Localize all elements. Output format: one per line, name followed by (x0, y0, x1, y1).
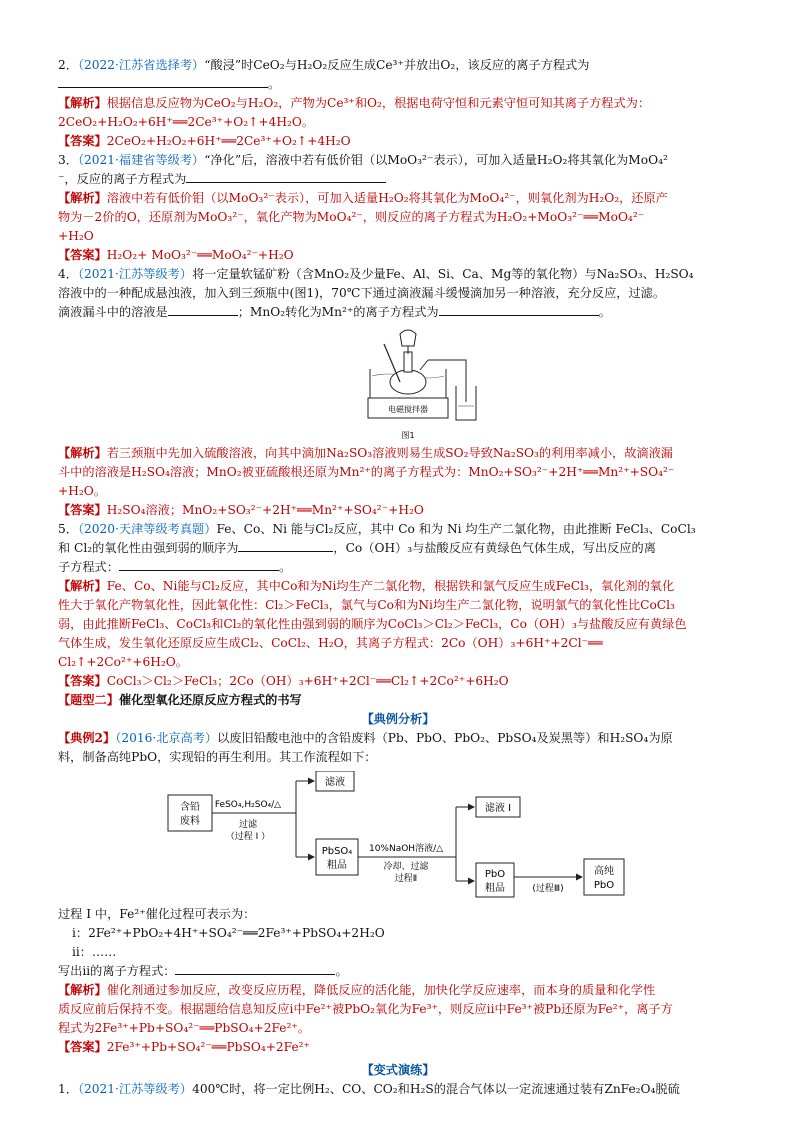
box-raw-text-1: 含铅 (180, 802, 200, 813)
arrow3-label: (过程Ⅲ) (532, 884, 564, 894)
example2-analysis-cont: 质反应前后保持不变。根据题给信息知反应i中Fe²⁺被PbO₂氧化为Fe³⁺，则反应ii中Fe³⁺被Pb还原为Fe²⁺，离子方 (58, 1002, 673, 1016)
q2-blank-line: 。 (58, 75, 738, 94)
q3-answer: 【答案】H₂O₂+ MoO₃²⁻══MoO₄²⁻+H₂O (58, 248, 294, 262)
flowchart-svg (166, 771, 636, 899)
q4-analysis: 【解析】若三颈瓶中先加入硫酸溶液，向其中滴加Na₂SO₃溶液则易生成SO₂导致Na₂SO₃的利用率减小，故滴液漏 (58, 446, 673, 460)
q4-stem: 4．（2021·江苏等级考）将一定量软锰矿粉（含MnO₂及少量Fe、Al、Si、Ca、Mg等的氧化物）与Na₂SO₃、H₂SO₄ (58, 267, 694, 281)
example-header: 【典例分析】 (361, 712, 435, 726)
example2-step-i: i：2Fe²⁺+PbO₂+4H⁺+SO₄²⁻══2Fe³⁺+PbSO₄+2H₂O (72, 926, 385, 940)
q4-analysis-cont: 斗中的溶液是H₂SO₄溶液；MnO₂被亚硫酸根还原为Mn²⁺的离子方程式为：MnO₂+SO₃²⁻+2H⁺══Mn²⁺+SO₄²⁻ (58, 465, 675, 479)
box-filtrate-text: 滤液 (325, 777, 345, 788)
stirrer-label: 电磁搅拌器 (388, 405, 428, 414)
q4-answer: 【答案】H₂SO₄溶液；MnO₂+SO₃²⁻+2H⁺══Mn²⁺+SO₄²⁻+H₂O (58, 503, 424, 517)
q5-analysis-cont: 性大于氧化产物氧化性，因此氧化性：Cl₂＞FeCl₃，氯气与Co和为Ni均生产二氯化物，说明氯气的氧化性比CoCl₃ (58, 598, 675, 612)
q4-analysis-cont2: +H₂O。 (58, 484, 106, 498)
answer-blank[interactable] (119, 558, 279, 571)
box-pure-text-1: 高纯 (594, 866, 614, 877)
example2-stem: 【典例2】（2016·北京高考）以废旧铅酸电池中的含铅废料（Pb、PbO、PbO₂、PbSO₄及炭黑等）和H₂SO₄为原 (58, 731, 673, 745)
q5-analysis-cont3: 气体生成，发生氧化还原反应生成Cl₂、CoCl₂、H₂O，其离子方程式：2Co（OH）₃+6H⁺+2Cl⁻══ (58, 636, 603, 650)
q2-source: （2022·江苏省选择考） (77, 58, 205, 72)
q3-analysis-cont: 物为－2价的O，还原剂为MoO₃²⁻，氧化产物为MoO₄²⁻，则反应的离子方程式为H₂O₂+MoO₃²⁻══MoO₄²⁻ (58, 210, 645, 224)
arrow1-label-bottom-2: （过程 I ） (225, 832, 271, 842)
q5-answer: 【答案】CoCl₃＞Cl₂＞FeCl₃；2Co（OH）₃+6H⁺+2Cl⁻══Cl₂↑+2Co²⁺+6H₂O (58, 674, 509, 688)
q5-stem-blank: 子方程式： 。 (58, 560, 292, 574)
apparatus-diagram (348, 324, 518, 442)
q5-analysis-cont2: 弱，由此推断FeCl₃、CoCl₃和Cl₂的氧化性由强到弱的顺序为CoCl₃＞Cl₂＞FeCl₃，Co（OH）₃与盐酸反应有黄绿色 (58, 617, 687, 631)
q5-stem-cont: 和 Cl₂的氧化性由强到弱的顺序为 ，Co（OH）₃与盐酸反应有黄绿色气体生成，写出反应的离 (58, 541, 656, 555)
arrow1-label-bottom-1: 过滤 (238, 820, 258, 830)
q5-source: （2020·天津等级考真题） (77, 522, 217, 536)
practice-q1-stem: 1．（2021·江苏等级考）400℃时，将一定比例H₂、CO、CO₂和H₂S的混合气体以一定流速通过装有ZnFe₂O₄脱硫 (58, 1082, 680, 1096)
answer-blank[interactable] (58, 75, 268, 88)
q4-stem-blanks: 滴液漏斗中的溶液是 ；MnO₂转化为Mn²⁺的离子方程式为 。 (58, 305, 611, 319)
example2-process-intro: 过程 I 中，Fe²⁺催化过程可表示为： (58, 907, 256, 921)
answer-blank[interactable] (186, 170, 386, 183)
answer-blank[interactable] (439, 303, 599, 316)
q3-stem: 3．（2021·福建省等级考）“净化”后，溶液中若有低价钼（以MoO₃²⁻表示），可加入适量H₂O₂将其氧化为MoO₄² (58, 153, 668, 167)
box-pbo-text-2: 粗品 (485, 883, 505, 894)
arrow2-label-bottom-1: 冷却、过滤 (383, 862, 429, 872)
answer-blank[interactable] (238, 539, 333, 552)
q2-analysis: 【解析】根据信息反应物为CeO₂与H₂O₂，产物为Ce³⁺和O₂，根据电荷守恒和元素守恒可知其离子方程式为： (58, 96, 651, 110)
example2-analysis-cont2: 程式为2Fe³⁺+Pb+SO₄²⁻══PbSO₄+2Fe²⁺。 (58, 1021, 310, 1035)
figure-caption: 图1 (401, 431, 415, 440)
answer-blank[interactable] (175, 962, 335, 975)
box-filtrate1-text: 滤液 I (484, 803, 512, 814)
section-heading: 【题型二】催化型氧化还原反应方程式的书写 (58, 693, 302, 707)
figure-apparatus (58, 324, 738, 444)
q3-source: （2021·福建省等级考） (77, 153, 205, 167)
example2-stem-cont: 料，制备高纯PbO，实现铅的再生利用。其工作流程如下： (58, 750, 377, 764)
answer-blank[interactable] (168, 303, 238, 316)
q5-stem: 5．（2020·天津等级考真题）Fe、Co、Ni 能与Cl₂反应，其中 Co 和为 Ni 均生产二氯化物，由此推断 FeCl₃、CoCl₃ (58, 522, 696, 536)
box-pbso4-text-1: PbSO₄ (321, 846, 353, 857)
q2-answer: 【答案】2CeO₂+H₂O₂+6H⁺══2Ce³⁺+O₂↑+4H₂O (58, 134, 351, 148)
process-flowchart (58, 771, 738, 901)
q4-stem-cont: 溶液中的一种配成悬浊液，加入到三颈瓶中(图1)，70℃下通过滴液漏斗缓慢滴加另一种溶液，充分反应，过滤。 (58, 286, 666, 300)
example2-analysis: 【解析】催化剂通过参加反应，改变反应历程，降低反应的活化能，加快化学反应速率，而本身的质量和化学性 (58, 983, 656, 997)
q2-stem: 2．（2022·江苏省选择考）“酸浸”时CeO₂与H₂O₂反应生成Ce³⁺并放出O₂，该反应的离子方程式为 (58, 58, 590, 72)
arrow1-label-top: FeSO₄,H₂SO₄/△ (214, 800, 282, 810)
practice-q1-source: （2021·江苏等级考） (77, 1082, 193, 1096)
arrow2-label-bottom-2: 过程Ⅱ (394, 874, 418, 884)
q5-analysis-cont4: Cl₂↑+2Co²⁺+6H₂O。 (58, 655, 188, 669)
box-pure-text-2: PbO (593, 880, 615, 891)
arrow2-label-top: 10%NaOH溶液/△ (368, 844, 444, 854)
example2-source: （2016·北京高考） (115, 731, 218, 745)
practice-header: 【变式演练】 (361, 1063, 435, 1077)
box-pbo-text-1: PbO (484, 869, 506, 880)
box-raw-text-2: 废料 (180, 816, 200, 827)
example2-step-ii: ii：…… (72, 945, 117, 959)
example2-answer: 【答案】2Fe³⁺+Pb+SO₄²⁻══PbSO₄+2Fe²⁺ (58, 1040, 310, 1054)
q3-analysis: 【解析】溶液中若有低价钼（以MoO₃²⁻表示），可加入适量H₂O₂将其氧化为MoO₄²⁻，则氧化剂为H₂O₂，还原产 (58, 191, 668, 205)
q2-analysis-cont: 2CeO₂+H₂O₂+6H⁺══2Ce³⁺+O₂↑+4H₂O。 (58, 115, 315, 129)
q3-stem-cont: ⁻，反应的离子方程式为 (58, 170, 738, 189)
q5-analysis: 【解析】Fe、Co、Ni能与Cl₂反应，其中Co和为Ni均生产二氯化物，根据铁和氯气反应生成FeCl₃，氧化剂的氧化 (58, 579, 675, 593)
example2-question: 写出ii的离子方程式： 。 (58, 964, 348, 978)
q3-analysis-cont2: +H₂O (58, 229, 94, 243)
q4-source: （2021·江苏等级考） (77, 267, 193, 281)
box-pbso4-text-2: 粗品 (327, 860, 347, 871)
document-page (58, 56, 738, 1099)
